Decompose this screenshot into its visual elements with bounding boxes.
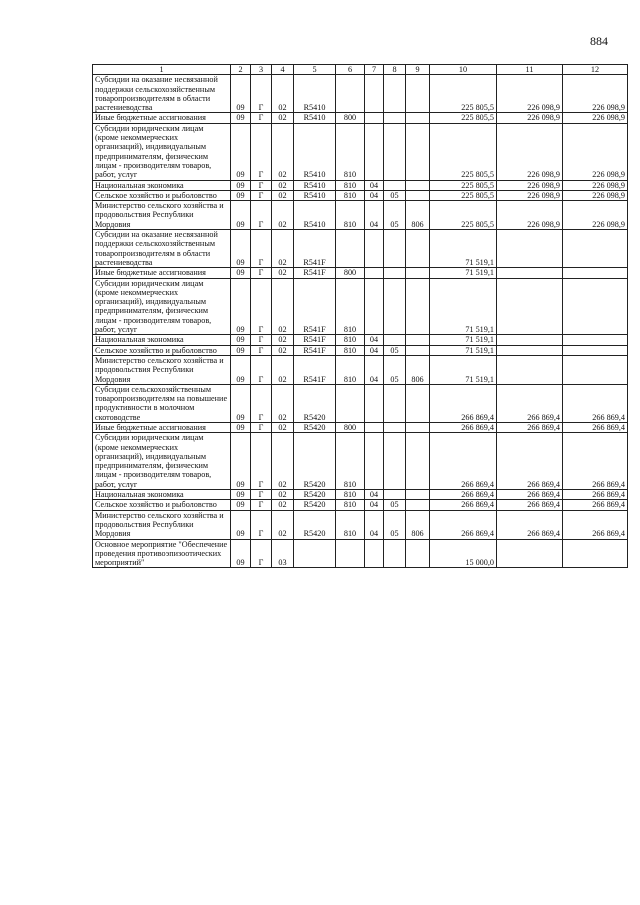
amount-2026-cell: 226 098,9	[563, 180, 628, 190]
expense-type-cell: 810	[336, 201, 365, 230]
expense-type-cell: 810	[336, 180, 365, 190]
column-header: 3	[251, 65, 272, 75]
ministry-code-cell	[406, 268, 430, 278]
expense-type-cell: 810	[336, 345, 365, 355]
direction-code-cell: R5420	[294, 422, 336, 432]
amount-2025-cell: 266 869,4	[497, 490, 563, 500]
program-code-cell: 09	[231, 75, 251, 113]
activity-code-cell: 02	[272, 268, 294, 278]
activity-code-cell: 02	[272, 230, 294, 268]
activity-code-cell: 02	[272, 75, 294, 113]
section-cell: 04	[365, 355, 384, 384]
amount-2025-cell: 266 869,4	[497, 433, 563, 490]
amount-2026-cell	[563, 268, 628, 278]
column-header: 2	[231, 65, 251, 75]
direction-code-cell: R5420	[294, 500, 336, 510]
subprogram-code-cell: Г	[251, 230, 272, 268]
subsection-cell	[384, 433, 406, 490]
program-code-cell: 09	[231, 539, 251, 568]
column-header: 9	[406, 65, 430, 75]
activity-code-cell: 02	[272, 345, 294, 355]
subsection-cell	[384, 75, 406, 113]
expense-type-cell: 810	[336, 355, 365, 384]
amount-2024-cell: 225 805,5	[430, 123, 497, 180]
subprogram-code-cell: Г	[251, 75, 272, 113]
section-cell	[365, 113, 384, 123]
table-row	[93, 230, 628, 268]
subprogram-code-cell: Г	[251, 433, 272, 490]
program-code-cell: 09	[231, 268, 251, 278]
expense-type-cell: 810	[336, 510, 365, 539]
ministry-code-cell	[406, 278, 430, 335]
amount-2024-cell: 266 869,4	[430, 433, 497, 490]
row-name-cell: Иные бюджетные ассигнования	[93, 113, 231, 123]
subsection-cell	[384, 113, 406, 123]
amount-2026-cell: 226 098,9	[563, 113, 628, 123]
direction-code-cell: R541F	[294, 230, 336, 268]
subsection-cell: 05	[384, 190, 406, 200]
direction-code-cell: R5410	[294, 180, 336, 190]
amount-2025-cell	[497, 278, 563, 335]
program-code-cell: 09	[231, 355, 251, 384]
amount-2026-cell: 266 869,4	[563, 490, 628, 500]
amount-2025-cell	[497, 345, 563, 355]
row-name-cell: Иные бюджетные ассигнования	[93, 422, 231, 432]
activity-code-cell: 02	[272, 500, 294, 510]
column-header: 5	[294, 65, 336, 75]
ministry-code-cell	[406, 123, 430, 180]
amount-2026-cell: 266 869,4	[563, 433, 628, 490]
section-cell: 04	[365, 180, 384, 190]
direction-code-cell: R5410	[294, 113, 336, 123]
amount-2025-cell: 226 098,9	[497, 123, 563, 180]
section-cell	[365, 384, 384, 422]
ministry-code-cell	[406, 490, 430, 500]
direction-code-cell: R541F	[294, 345, 336, 355]
subsection-cell	[384, 123, 406, 180]
subsection-cell: 05	[384, 500, 406, 510]
amount-2026-cell: 226 098,9	[563, 201, 628, 230]
row-name-cell: Субсидии на оказание несвязанной поддержки сельскохозяйственным товаропроизводителям в области растениеводства	[93, 75, 231, 113]
direction-code-cell: R5420	[294, 490, 336, 500]
subprogram-code-cell: Г	[251, 113, 272, 123]
row-name-cell: Субсидии юридическим лицам (кроме некоммерческих организаций), индивидуальным предпринимателям, физическим лицам - производителям товаров, работ, услуг	[93, 433, 231, 490]
expense-type-cell	[336, 75, 365, 113]
amount-2025-cell	[497, 539, 563, 568]
row-name-cell: Иные бюджетные ассигнования	[93, 268, 231, 278]
amount-2024-cell: 71 519,1	[430, 335, 497, 345]
subprogram-code-cell: Г	[251, 335, 272, 345]
table-row	[93, 433, 628, 490]
amount-2026-cell: 266 869,4	[563, 500, 628, 510]
subsection-cell	[384, 384, 406, 422]
row-name-cell: Субсидии на оказание несвязанной поддержки сельскохозяйственным товаропроизводителям в области растениеводства	[93, 230, 231, 268]
column-header: 4	[272, 65, 294, 75]
table-row	[93, 180, 628, 190]
subsection-cell	[384, 335, 406, 345]
subprogram-code-cell: Г	[251, 500, 272, 510]
activity-code-cell: 02	[272, 190, 294, 200]
expense-type-cell	[336, 230, 365, 268]
row-name-cell: Министерство сельского хозяйства и продовольствия Республики Мордовия	[93, 201, 231, 230]
subsection-cell: 05	[384, 355, 406, 384]
amount-2024-cell: 71 519,1	[430, 278, 497, 335]
activity-code-cell: 02	[272, 113, 294, 123]
column-header: 11	[497, 65, 563, 75]
row-name-cell: Сельское хозяйство и рыболовство	[93, 500, 231, 510]
row-name-cell: Министерство сельского хозяйства и продовольствия Республики Мордовия	[93, 510, 231, 539]
activity-code-cell: 02	[272, 335, 294, 345]
amount-2024-cell: 15 000,0	[430, 539, 497, 568]
subprogram-code-cell: Г	[251, 268, 272, 278]
direction-code-cell: R5410	[294, 123, 336, 180]
row-name-cell: Национальная экономика	[93, 180, 231, 190]
amount-2026-cell	[563, 230, 628, 268]
subsection-cell: 05	[384, 201, 406, 230]
row-name-cell: Национальная экономика	[93, 335, 231, 345]
ministry-code-cell	[406, 180, 430, 190]
program-code-cell: 09	[231, 123, 251, 180]
ministry-code-cell	[406, 384, 430, 422]
expense-type-cell	[336, 539, 365, 568]
amount-2026-cell	[563, 278, 628, 335]
ministry-code-cell: 806	[406, 510, 430, 539]
amount-2026-cell	[563, 345, 628, 355]
section-cell	[365, 539, 384, 568]
ministry-code-cell	[406, 190, 430, 200]
subprogram-code-cell: Г	[251, 539, 272, 568]
activity-code-cell: 02	[272, 180, 294, 190]
amount-2026-cell	[563, 539, 628, 568]
table-row	[93, 268, 628, 278]
amount-2025-cell: 226 098,9	[497, 201, 563, 230]
program-code-cell: 09	[231, 190, 251, 200]
direction-code-cell: R541F	[294, 335, 336, 345]
program-code-cell: 09	[231, 510, 251, 539]
direction-code-cell: R541F	[294, 278, 336, 335]
table-row	[93, 123, 628, 180]
amount-2025-cell: 226 098,9	[497, 113, 563, 123]
row-name-cell: Основное мероприятие "Обеспечение проведения противоэпизоотических мероприятий"	[93, 539, 231, 568]
subsection-cell	[384, 422, 406, 432]
amount-2024-cell: 71 519,1	[430, 345, 497, 355]
amount-2025-cell	[497, 335, 563, 345]
program-code-cell: 09	[231, 433, 251, 490]
amount-2026-cell: 226 098,9	[563, 190, 628, 200]
direction-code-cell: R5410	[294, 201, 336, 230]
amount-2025-cell: 226 098,9	[497, 180, 563, 190]
ministry-code-cell: 806	[406, 355, 430, 384]
amount-2024-cell: 266 869,4	[430, 422, 497, 432]
ministry-code-cell	[406, 75, 430, 113]
section-cell	[365, 433, 384, 490]
row-name-cell: Субсидии юридическим лицам (кроме некоммерческих организаций), индивидуальным предпринимателям, физическим лицам - производителям товаров, работ, услуг	[93, 123, 231, 180]
amount-2026-cell: 266 869,4	[563, 384, 628, 422]
table-row	[93, 201, 628, 230]
page-number: 884	[590, 34, 608, 48]
amount-2025-cell: 266 869,4	[497, 510, 563, 539]
section-cell	[365, 278, 384, 335]
subprogram-code-cell: Г	[251, 510, 272, 539]
subsection-cell	[384, 278, 406, 335]
program-code-cell: 09	[231, 180, 251, 190]
table-body	[93, 75, 628, 568]
column-header: 7	[365, 65, 384, 75]
subprogram-code-cell: Г	[251, 345, 272, 355]
expense-type-cell: 810	[336, 123, 365, 180]
expense-type-cell: 810	[336, 335, 365, 345]
ministry-code-cell	[406, 113, 430, 123]
direction-code-cell	[294, 539, 336, 568]
column-header: 10	[430, 65, 497, 75]
amount-2025-cell: 266 869,4	[497, 422, 563, 432]
subprogram-code-cell: Г	[251, 201, 272, 230]
amount-2025-cell: 266 869,4	[497, 384, 563, 422]
ministry-code-cell	[406, 230, 430, 268]
activity-code-cell: 02	[272, 384, 294, 422]
table-row	[93, 384, 628, 422]
section-cell	[365, 422, 384, 432]
direction-code-cell: R5420	[294, 384, 336, 422]
subprogram-code-cell: Г	[251, 355, 272, 384]
row-name-cell: Сельское хозяйство и рыболовство	[93, 190, 231, 200]
table-row	[93, 539, 628, 568]
table-row	[93, 422, 628, 432]
amount-2024-cell: 225 805,5	[430, 201, 497, 230]
amount-2024-cell: 225 805,5	[430, 75, 497, 113]
subprogram-code-cell: Г	[251, 422, 272, 432]
table-row	[93, 510, 628, 539]
section-cell: 04	[365, 335, 384, 345]
amount-2025-cell: 226 098,9	[497, 190, 563, 200]
row-name-cell: Министерство сельского хозяйства и продовольствия Республики Мордовия	[93, 355, 231, 384]
amount-2026-cell	[563, 335, 628, 345]
ministry-code-cell	[406, 433, 430, 490]
activity-code-cell: 02	[272, 510, 294, 539]
subsection-cell	[384, 490, 406, 500]
subprogram-code-cell: Г	[251, 384, 272, 422]
program-code-cell: 09	[231, 422, 251, 432]
subsection-cell	[384, 180, 406, 190]
amount-2024-cell: 266 869,4	[430, 510, 497, 539]
amount-2024-cell: 266 869,4	[430, 384, 497, 422]
activity-code-cell: 02	[272, 278, 294, 335]
subsection-cell: 05	[384, 510, 406, 539]
ministry-code-cell	[406, 500, 430, 510]
amount-2026-cell: 226 098,9	[563, 123, 628, 180]
section-cell	[365, 75, 384, 113]
activity-code-cell: 02	[272, 355, 294, 384]
expense-type-cell: 800	[336, 113, 365, 123]
table-row	[93, 75, 628, 113]
section-cell	[365, 268, 384, 278]
ministry-code-cell	[406, 335, 430, 345]
direction-code-cell: R541F	[294, 355, 336, 384]
program-code-cell: 09	[231, 230, 251, 268]
column-header: 12	[563, 65, 628, 75]
subprogram-code-cell: Г	[251, 278, 272, 335]
expense-type-cell: 800	[336, 422, 365, 432]
activity-code-cell: 02	[272, 422, 294, 432]
table-row	[93, 335, 628, 345]
section-cell: 04	[365, 201, 384, 230]
amount-2024-cell: 71 519,1	[430, 268, 497, 278]
subprogram-code-cell: Г	[251, 490, 272, 500]
section-cell: 04	[365, 490, 384, 500]
program-code-cell: 09	[231, 201, 251, 230]
amount-2024-cell: 225 805,5	[430, 113, 497, 123]
program-code-cell: 09	[231, 384, 251, 422]
section-cell: 04	[365, 510, 384, 539]
direction-code-cell: R5410	[294, 190, 336, 200]
ministry-code-cell	[406, 422, 430, 432]
expense-type-cell: 810	[336, 433, 365, 490]
subprogram-code-cell: Г	[251, 190, 272, 200]
row-name-cell: Национальная экономика	[93, 490, 231, 500]
row-name-cell: Субсидии юридическим лицам (кроме некоммерческих организаций), индивидуальным предпринимателям, физическим лицам - производителям товаров, работ, услуг	[93, 278, 231, 335]
table-row	[93, 190, 628, 200]
program-code-cell: 09	[231, 278, 251, 335]
direction-code-cell: R5420	[294, 433, 336, 490]
program-code-cell: 09	[231, 113, 251, 123]
section-cell	[365, 230, 384, 268]
ministry-code-cell	[406, 539, 430, 568]
table-row	[93, 355, 628, 384]
subsection-cell	[384, 539, 406, 568]
direction-code-cell: R5420	[294, 510, 336, 539]
ministry-code-cell: 806	[406, 201, 430, 230]
subprogram-code-cell: Г	[251, 180, 272, 190]
amount-2026-cell	[563, 355, 628, 384]
amount-2025-cell: 266 869,4	[497, 500, 563, 510]
program-code-cell: 09	[231, 345, 251, 355]
activity-code-cell: 02	[272, 201, 294, 230]
expense-type-cell: 800	[336, 268, 365, 278]
amount-2026-cell: 266 869,4	[563, 510, 628, 539]
expense-type-cell	[336, 384, 365, 422]
direction-code-cell: R5410	[294, 75, 336, 113]
row-name-cell: Сельское хозяйство и рыболовство	[93, 345, 231, 355]
amount-2025-cell: 226 098,9	[497, 75, 563, 113]
ministry-code-cell	[406, 345, 430, 355]
amount-2025-cell	[497, 268, 563, 278]
subsection-cell: 05	[384, 345, 406, 355]
expense-type-cell: 810	[336, 490, 365, 500]
amount-2024-cell: 71 519,1	[430, 355, 497, 384]
section-cell	[365, 123, 384, 180]
activity-code-cell: 02	[272, 123, 294, 180]
column-header: 1	[93, 65, 231, 75]
column-header: 8	[384, 65, 406, 75]
amount-2024-cell: 225 805,5	[430, 190, 497, 200]
table-row	[93, 278, 628, 335]
table-row	[93, 490, 628, 500]
budget-table	[92, 64, 628, 568]
direction-code-cell: R541F	[294, 268, 336, 278]
program-code-cell: 09	[231, 490, 251, 500]
section-cell: 04	[365, 345, 384, 355]
amount-2026-cell: 226 098,9	[563, 75, 628, 113]
amount-2024-cell: 225 805,5	[430, 180, 497, 190]
activity-code-cell: 02	[272, 433, 294, 490]
row-name-cell: Субсидии сельскохозяйственным товаропроизводителям на повышение продуктивности в молочном скотоводстве	[93, 384, 231, 422]
column-header: 6	[336, 65, 365, 75]
subsection-cell	[384, 230, 406, 268]
table-row	[93, 113, 628, 123]
amount-2025-cell	[497, 355, 563, 384]
program-code-cell: 09	[231, 500, 251, 510]
subsection-cell	[384, 268, 406, 278]
table-row	[93, 345, 628, 355]
table-header-row	[93, 65, 628, 75]
activity-code-cell: 03	[272, 539, 294, 568]
expense-type-cell: 810	[336, 190, 365, 200]
amount-2024-cell: 266 869,4	[430, 500, 497, 510]
activity-code-cell: 02	[272, 490, 294, 500]
program-code-cell: 09	[231, 335, 251, 345]
subprogram-code-cell: Г	[251, 123, 272, 180]
table-row	[93, 500, 628, 510]
amount-2025-cell	[497, 230, 563, 268]
section-cell: 04	[365, 190, 384, 200]
amount-2024-cell: 266 869,4	[430, 490, 497, 500]
amount-2024-cell: 71 519,1	[430, 230, 497, 268]
section-cell: 04	[365, 500, 384, 510]
amount-2026-cell: 266 869,4	[563, 422, 628, 432]
expense-type-cell: 810	[336, 278, 365, 335]
expense-type-cell: 810	[336, 500, 365, 510]
